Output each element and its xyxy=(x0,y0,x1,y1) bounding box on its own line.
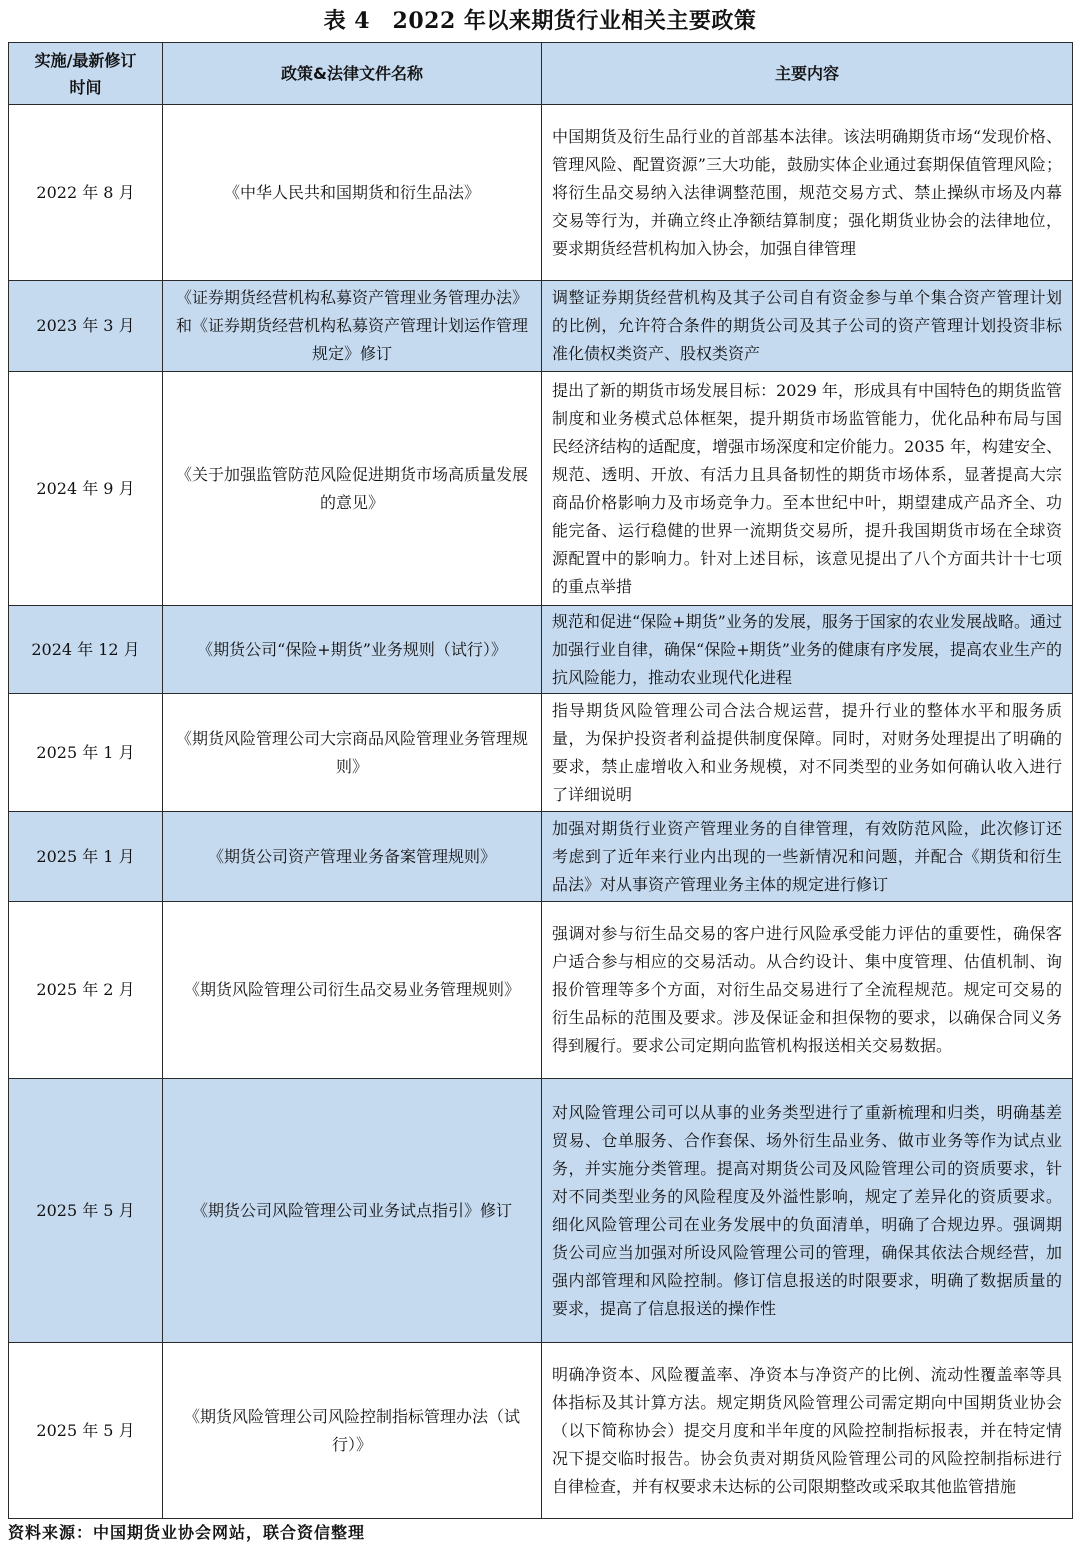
header-content: 主要内容 xyxy=(542,43,1073,105)
table-row xyxy=(9,1079,1073,1343)
row-policy-name: 《期货风险管理公司大宗商品风险管理业务管理规则》 xyxy=(163,694,542,812)
row-date: 2025 年 1 月 xyxy=(9,812,163,902)
row-policy-name: 《中华人民共和国期货和衍生品法》 xyxy=(163,105,542,281)
row-policy-name: 《关于加强监管防范风险促进期货市场高质量发展的意见》 xyxy=(163,372,542,606)
row-date: 2024 年 12 月 xyxy=(9,606,163,694)
row-date: 2024 年 9 月 xyxy=(9,372,163,606)
row-policy-name: 《证券期货经营机构私募资产管理业务管理办法》和《证券期货经营机构私募资产管理计划运作管理规定》修订 xyxy=(163,281,542,372)
row-content: 调整证券期货经营机构及其子公司自有资金参与单个集合资产管理计划的比例，允许符合条件的期货公司及其子公司的资产管理计划投资非标准化债权类资产、股权类资产 xyxy=(542,281,1073,372)
row-policy-name: 《期货公司风险管理公司业务试点指引》修订 xyxy=(163,1079,542,1343)
row-content: 强调对参与衍生品交易的客户进行风险承受能力评估的重要性，确保客户适合参与相应的交易活动。从合约设计、集中度管理、估值机制、询报价管理等多个方面，对衍生品交易进行了全流程规范。规定可交易的衍生品标的范围及要求。涉及保证金和担保物的要求，以确保合同义务得到履行。要求公司定期向监管机构报送相关交易数据。 xyxy=(542,902,1073,1079)
header-date: 实施/最新修订时间 xyxy=(9,43,163,105)
policy-table xyxy=(8,42,1073,1519)
row-date: 2025 年 5 月 xyxy=(9,1343,163,1519)
row-policy-name: 《期货公司资产管理业务备案管理规则》 xyxy=(163,812,542,902)
header-name: 政策&法律文件名称 xyxy=(163,43,542,105)
table-row xyxy=(9,372,1073,606)
table-row xyxy=(9,105,1073,281)
row-date: 2023 年 3 月 xyxy=(9,281,163,372)
row-content: 指导期货风险管理公司合法合规运营，提升行业的整体水平和服务质量，为保护投资者利益提供制度保障。同时，对财务处理提出了明确的要求，禁止虚增收入和业务规模，对不同类型的业务如何确认收入进行了详细说明 xyxy=(542,694,1073,812)
table-header-row xyxy=(9,43,1073,105)
table-row xyxy=(9,1343,1073,1519)
table-title: 表 4 2022 年以来期货行业相关主要政策 xyxy=(323,8,757,34)
row-content: 明确净资本、风险覆盖率、净资本与净资产的比例、流动性覆盖率等具体指标及其计算方法。规定期货风险管理公司需定期向中国期货业协会（以下简称协会）提交月度和半年度的风险控制指标报表，并在特定情况下提交临时报告。协会负责对期货风险管理公司的风险控制指标进行自律检查，并有权要求未达标的公司限期整改或采取其他监管措施 xyxy=(542,1343,1073,1519)
source-note: 资料来源：中国期货业协会网站，联合资信整理 xyxy=(8,1523,366,1542)
row-content: 加强对期货行业资产管理业务的自律管理，有效防范风险，此次修订还考虑到了近年来行业内出现的一些新情况和问题，并配合《期货和衍生品法》对从事资产管理业务主体的规定进行修订 xyxy=(542,812,1073,902)
row-date: 2025 年 5 月 xyxy=(9,1079,163,1343)
row-date: 2022 年 8 月 xyxy=(9,105,163,281)
table-row xyxy=(9,812,1073,902)
row-policy-name: 《期货风险管理公司衍生品交易业务管理规则》 xyxy=(163,902,542,1079)
row-content: 规范和促进“保险+期货”业务的发展，服务于国家的农业发展战略。通过加强行业自律，确保“保险+期货”业务的健康有序发展，提高农业生产的抗风险能力，推动农业现代化进程 xyxy=(542,606,1073,694)
row-content: 对风险管理公司可以从事的业务类型进行了重新梳理和归类，明确基差贸易、仓单服务、合作套保、场外衍生品业务、做市业务等作为试点业务，并实施分类管理。提高对期货公司及风险管理公司的资质要求，针对不同类型业务的风险程度及外溢性影响，规定了差异化的资质要求。细化风险管理公司在业务发展中的负面清单，明确了合规边界。强调期货公司应当加强对所设风险管理公司的管理，确保其依法合规经营，加强内部管理和风险控制。修订信息报送的时限要求，明确了数据质量的要求，提高了信息报送的操作性 xyxy=(542,1079,1073,1343)
row-content: 提出了新的期货市场发展目标：2029 年，形成具有中国特色的期货监管制度和业务模式总体框架，提升期货市场监管能力，优化品种布局与国民经济结构的适配度，增强市场深度和定价能力。2035 年，构建安全、规范、透明、开放、有活力且具备韧性的期货市场体系，显著提高大宗商品价格影响力及市场竞争力。至本世纪中叶，期望建成产品齐全、功能完备、运行稳健的世界一流期货交易所，提升我国期货市场在全球资源配置中的影响力。针对上述目标，该意见提出了八个方面共计十七项的重点举措 xyxy=(542,372,1073,606)
table-row xyxy=(9,902,1073,1079)
row-date: 2025 年 2 月 xyxy=(9,902,163,1079)
table-row xyxy=(9,281,1073,372)
row-content: 中国期货及衍生品行业的首部基本法律。该法明确期货市场“发现价格、管理风险、配置资源”三大功能，鼓励实体企业通过套期保值管理风险；将衍生品交易纳入法律调整范围，规范交易方式、禁止操纵市场及内幕交易等行为，并确立终止净额结算制度；强化期货业协会的法律地位，要求期货经营机构加入协会，加强自律管理 xyxy=(542,105,1073,281)
row-policy-name: 《期货公司“保险+期货”业务规则（试行）》 xyxy=(163,606,542,694)
table-row xyxy=(9,694,1073,812)
row-date: 2025 年 1 月 xyxy=(9,694,163,812)
row-policy-name: 《期货风险管理公司风险控制指标管理办法（试行）》 xyxy=(163,1343,542,1519)
table-row xyxy=(9,606,1073,694)
